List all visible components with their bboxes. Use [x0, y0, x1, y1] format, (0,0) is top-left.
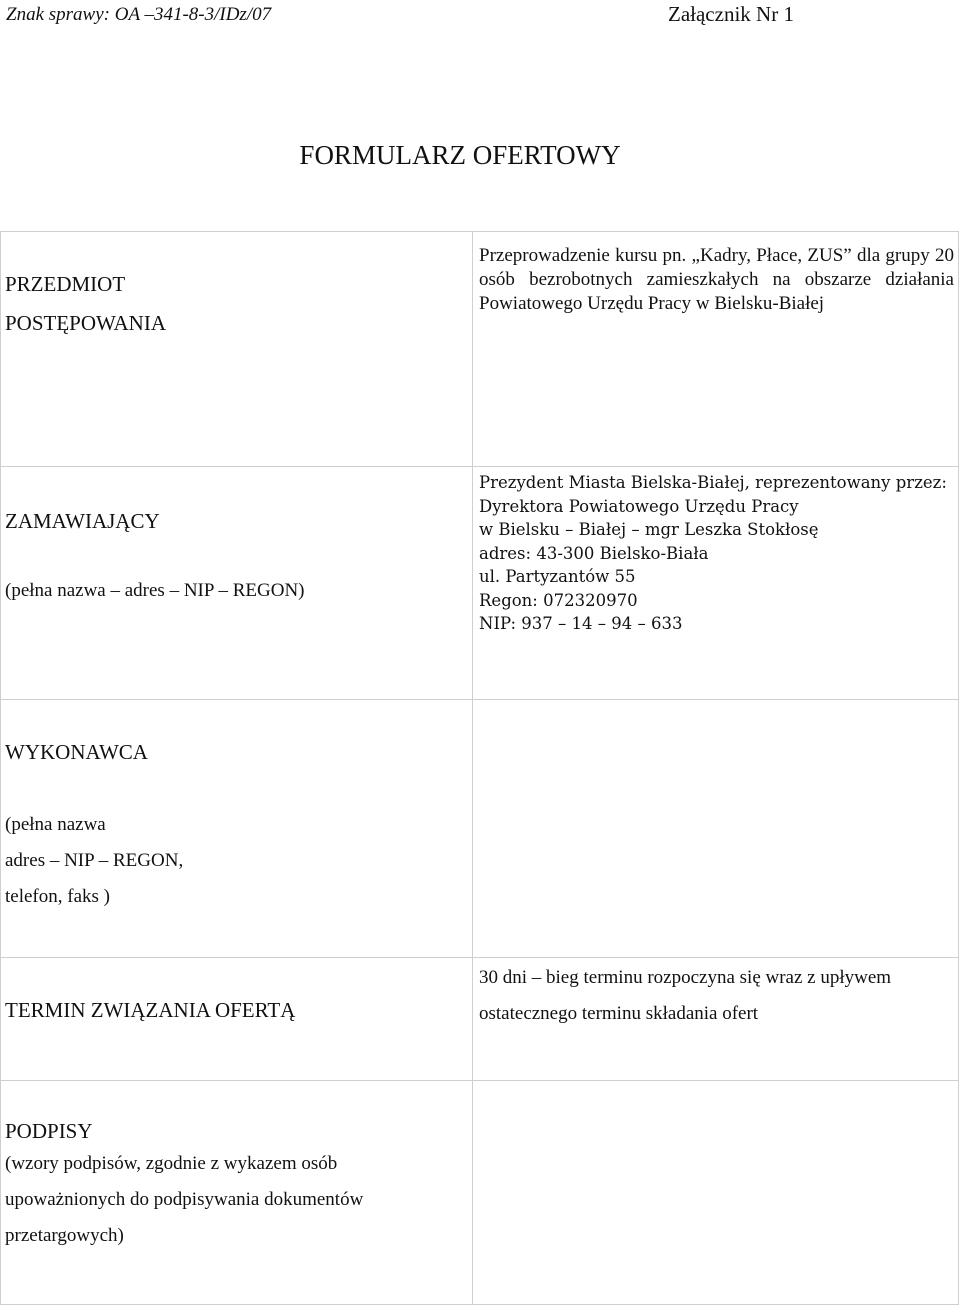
annex-number: Załącznik Nr 1	[668, 2, 794, 26]
binding-period-label-cell	[1, 958, 473, 1081]
ordering-party-line: w Bielsku – Białej – mgr Leszka Stokłosę	[479, 520, 819, 539]
ordering-party-line: Prezydent Miasta Bielska-Białej, reprezentowany przez:	[479, 473, 947, 492]
subject-value-cell	[473, 232, 959, 467]
signatures-value-cell	[473, 1081, 959, 1305]
ordering-party-label-cell	[1, 467, 473, 700]
contractor-row	[1, 700, 959, 958]
ordering-party-regon: Regon: 072320970	[479, 590, 638, 610]
subject-label-line2: POSTĘPOWANIA	[5, 311, 167, 335]
binding-period-value-cell	[473, 958, 959, 1081]
signatures-subline: przetargowych)	[5, 1225, 124, 1246]
contractor-value-cell	[473, 700, 959, 958]
signatures-label: PODPISY	[5, 1119, 93, 1143]
signatures-label-cell	[1, 1081, 473, 1305]
ordering-party-label: ZAMAWIAJĄCY	[5, 509, 160, 533]
contractor-subline: adres – NIP – REGON,	[5, 850, 184, 871]
binding-period-row	[1, 958, 959, 1081]
ordering-party-value-cell	[473, 467, 959, 700]
signatures-subline: (wzory podpisów, zgodnie z wykazem osób	[5, 1153, 338, 1174]
subject-label-cell	[1, 232, 473, 467]
binding-period-line: ostatecznego terminu składania ofert	[479, 1003, 759, 1024]
contractor-subline: telefon, faks )	[5, 886, 110, 907]
binding-period-line: 30 dni – bieg terminu rozpoczyna się wraz z upływem	[479, 967, 892, 988]
ordering-party-nip: NIP: 937 – 14 – 94 – 633	[479, 614, 683, 633]
contractor-label-cell	[1, 700, 473, 958]
subject-value: Przeprowadzenie kursu pn. „Kadry, Płace, ZUS” dla grupy 20 osób bezrobotnych zamieszkałych na obszarze działania Powiatowego Urzędu Pracy w Bielsku-Białej	[479, 245, 954, 314]
ordering-party-line: Dyrektora Powiatowego Urzędu Pracy	[479, 496, 799, 516]
signatures-subline: upoważnionych do podpisywania dokumentów	[5, 1189, 364, 1210]
signatures-row	[1, 1081, 959, 1305]
subject-label-line1: PRZEDMIOT	[5, 272, 126, 296]
offer-form-table	[0, 231, 959, 1305]
document-header	[0, 0, 960, 30]
ordering-party-line: adres: 43-300 Bielsko-Biała	[479, 543, 709, 563]
case-reference: Znak sprawy: OA –341-8-3/IDz/07	[6, 4, 272, 25]
contractor-subline: (pełna nazwa	[5, 814, 106, 835]
contractor-label: WYKONAWCA	[5, 740, 148, 764]
ordering-party-line: ul. Partyzantów 55	[479, 567, 636, 586]
ordering-party-sublabel: (pełna nazwa – adres – NIP – REGON)	[5, 580, 305, 601]
form-title: FORMULARZ OFERTOWY	[299, 140, 621, 170]
subject-row	[1, 232, 959, 467]
binding-period-label: TERMIN ZWIĄZANIA OFERTĄ	[5, 998, 296, 1022]
ordering-party-row	[1, 467, 959, 700]
